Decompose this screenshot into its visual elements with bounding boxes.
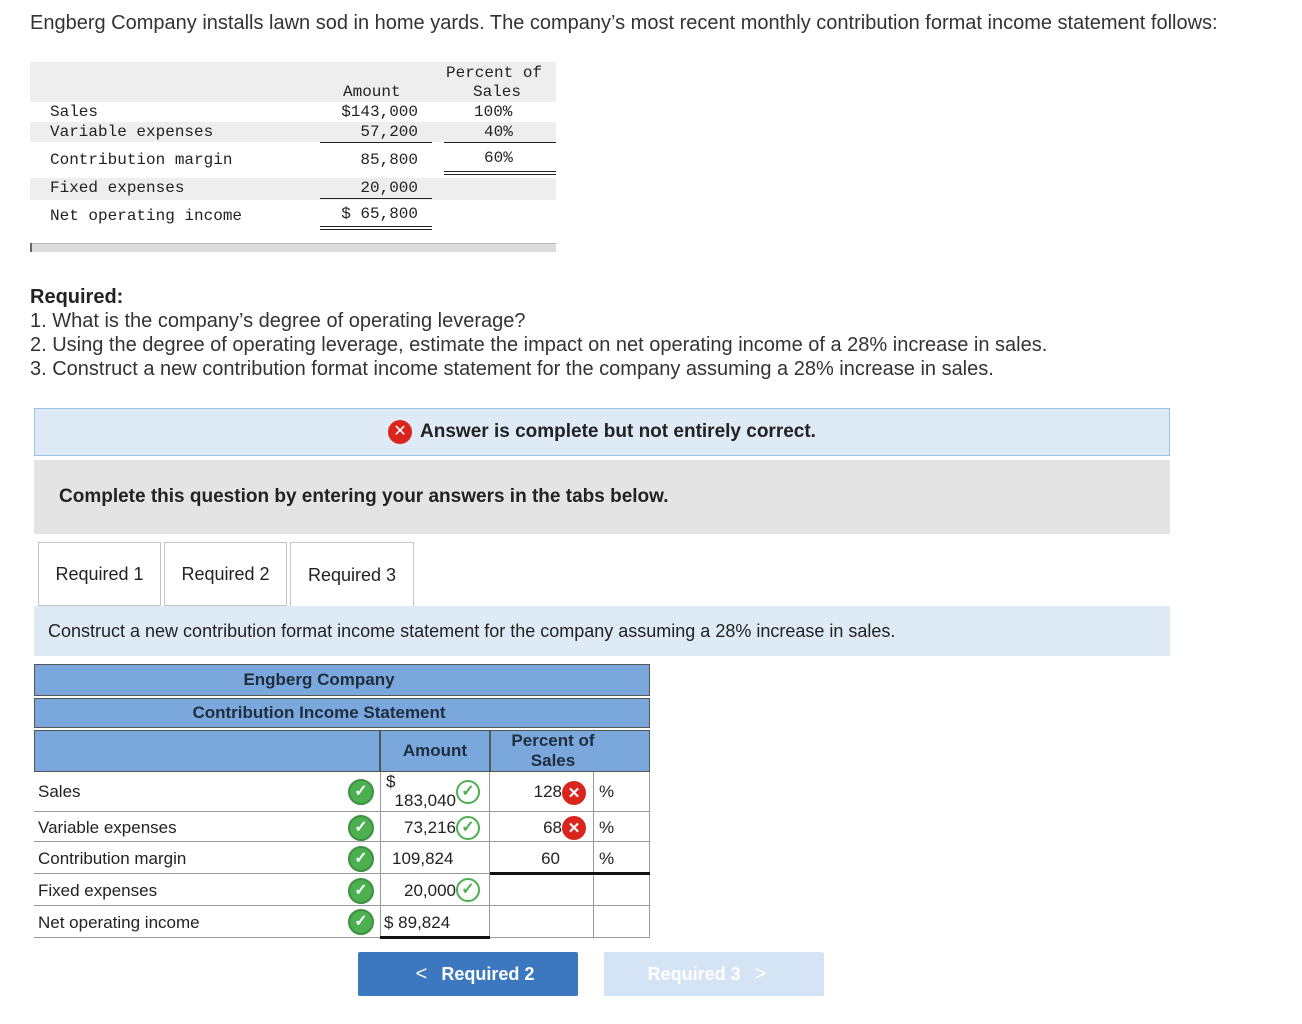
given-col-pct-line2: Sales bbox=[473, 83, 522, 101]
row-label-variable-expenses: Variable expenses bbox=[38, 818, 177, 837]
x-circle-icon: ✕ bbox=[562, 781, 586, 805]
table-statement-header bbox=[34, 698, 650, 728]
given-label-variable: Variable expenses bbox=[50, 123, 214, 141]
prev-button-label: Required 2 bbox=[441, 963, 535, 984]
given-label-sales: Sales bbox=[50, 103, 99, 121]
header-label-cell bbox=[34, 730, 380, 772]
given-double-rule bbox=[320, 226, 432, 227]
given-pct-cm: 60% bbox=[484, 149, 513, 167]
header-percent bbox=[490, 730, 650, 772]
required-item-2: 2. Using the degree of operating leverage, estimate the impact on net operating income of a 28% increase in sales. bbox=[30, 334, 1048, 356]
question-prompt: Construct a new contribution format income statement for the company assuming a 28% increase in sales. bbox=[34, 606, 1170, 656]
given-amount-noi: $ 65,800 bbox=[341, 205, 418, 223]
header-amount bbox=[380, 730, 490, 772]
given-label-fixed: Fixed expenses bbox=[50, 179, 185, 197]
variable-pct-input[interactable]: 68 bbox=[543, 818, 562, 837]
fixed-amount-input[interactable]: 20,000 bbox=[404, 881, 456, 900]
header-amount-text: Amount bbox=[402, 741, 468, 761]
given-rule bbox=[444, 142, 556, 143]
check-icon: ✓ bbox=[348, 878, 374, 904]
check-icon: ✓ bbox=[456, 780, 480, 804]
sales-amount-input[interactable]: 183,040 bbox=[394, 791, 456, 810]
row-label-sales: Sales bbox=[38, 782, 81, 801]
tab-required-1[interactable]: Required 1 bbox=[38, 542, 161, 606]
given-amount-cm: 85,800 bbox=[360, 151, 418, 169]
given-label-noi: Net operating income bbox=[50, 207, 243, 225]
noi-amount-input[interactable]: $ 89,824 bbox=[384, 913, 451, 932]
variable-amount-input[interactable]: 73,216 bbox=[404, 818, 456, 837]
given-income-statement bbox=[30, 62, 556, 252]
given-rule bbox=[320, 142, 432, 143]
given-amount-variable: 57,200 bbox=[360, 123, 418, 141]
given-double-rule bbox=[320, 229, 432, 230]
check-icon: ✓ bbox=[348, 846, 374, 872]
tab-required-2[interactable]: Required 2 bbox=[164, 542, 287, 606]
given-pct-variable: 40% bbox=[484, 123, 513, 141]
pct-symbol: % bbox=[599, 782, 615, 801]
row-label-contribution-margin: Contribution margin bbox=[38, 849, 187, 868]
tab-required-3[interactable]: Required 3 bbox=[290, 542, 414, 607]
pct-symbol: % bbox=[599, 818, 615, 837]
chevron-left-icon: < bbox=[415, 962, 428, 985]
x-circle-icon: ✕ bbox=[562, 816, 586, 840]
sales-pct-input[interactable]: 128 bbox=[533, 782, 562, 801]
cm-amount-input[interactable]: 109,824 bbox=[392, 849, 454, 868]
instructions: Complete this question by entering your answers in the tabs below. bbox=[34, 460, 1170, 534]
pct-symbol: % bbox=[599, 849, 615, 868]
given-col-amount: Amount bbox=[343, 83, 401, 101]
check-icon: ✓ bbox=[348, 909, 374, 935]
given-amount-fixed: 20,000 bbox=[360, 179, 418, 197]
double-underline bbox=[380, 936, 490, 939]
statement-name: Contribution Income Statement bbox=[192, 703, 446, 722]
check-icon: ✓ bbox=[456, 816, 480, 840]
cm-pct-input[interactable]: 60 bbox=[541, 849, 560, 868]
given-amount-sales: $143,000 bbox=[341, 103, 418, 121]
row-label-net-operating-income: Net operating income bbox=[38, 913, 200, 932]
given-bottom-bar bbox=[30, 243, 556, 252]
next-button-label: Required 3 bbox=[647, 963, 741, 984]
answer-table bbox=[34, 664, 650, 944]
row-label-fixed-expenses: Fixed expenses bbox=[38, 881, 158, 900]
header-pct-line1: Percent of bbox=[511, 731, 595, 751]
check-icon: ✓ bbox=[348, 779, 374, 805]
result-banner bbox=[34, 408, 1170, 456]
given-pct-sales: 100% bbox=[474, 103, 513, 121]
given-bottom-cap bbox=[30, 243, 32, 252]
currency-symbol: $ bbox=[386, 772, 396, 791]
given-label-cm: Contribution margin bbox=[50, 151, 233, 169]
x-circle-icon: ✕ bbox=[388, 420, 412, 444]
next-button[interactable] bbox=[604, 952, 824, 996]
given-double-rule bbox=[444, 171, 556, 172]
check-icon: ✓ bbox=[348, 815, 374, 841]
required-item-1: 1. What is the company’s degree of operating leverage? bbox=[30, 310, 526, 332]
header-pct-line2: Sales bbox=[530, 751, 576, 770]
given-col-pct-line1: Percent of bbox=[446, 64, 543, 82]
required-title: Required: bbox=[30, 286, 124, 308]
prev-button[interactable] bbox=[358, 952, 578, 996]
given-double-rule bbox=[444, 174, 556, 175]
chevron-right-icon: > bbox=[754, 962, 767, 985]
given-rule bbox=[320, 198, 432, 199]
required-item-3: 3. Construct a new contribution format income statement for the company assuming a 28% increase in sales. bbox=[30, 358, 994, 380]
intro-text: Engberg Company installs lawn sod in home yards. The company’s most recent monthly contribution format income statement follows: bbox=[30, 12, 1218, 34]
result-banner-text: Answer is complete but not entirely correct. bbox=[420, 421, 816, 442]
table-company-header bbox=[34, 664, 650, 696]
company-name: Engberg Company bbox=[243, 670, 395, 689]
check-icon: ✓ bbox=[456, 878, 480, 902]
